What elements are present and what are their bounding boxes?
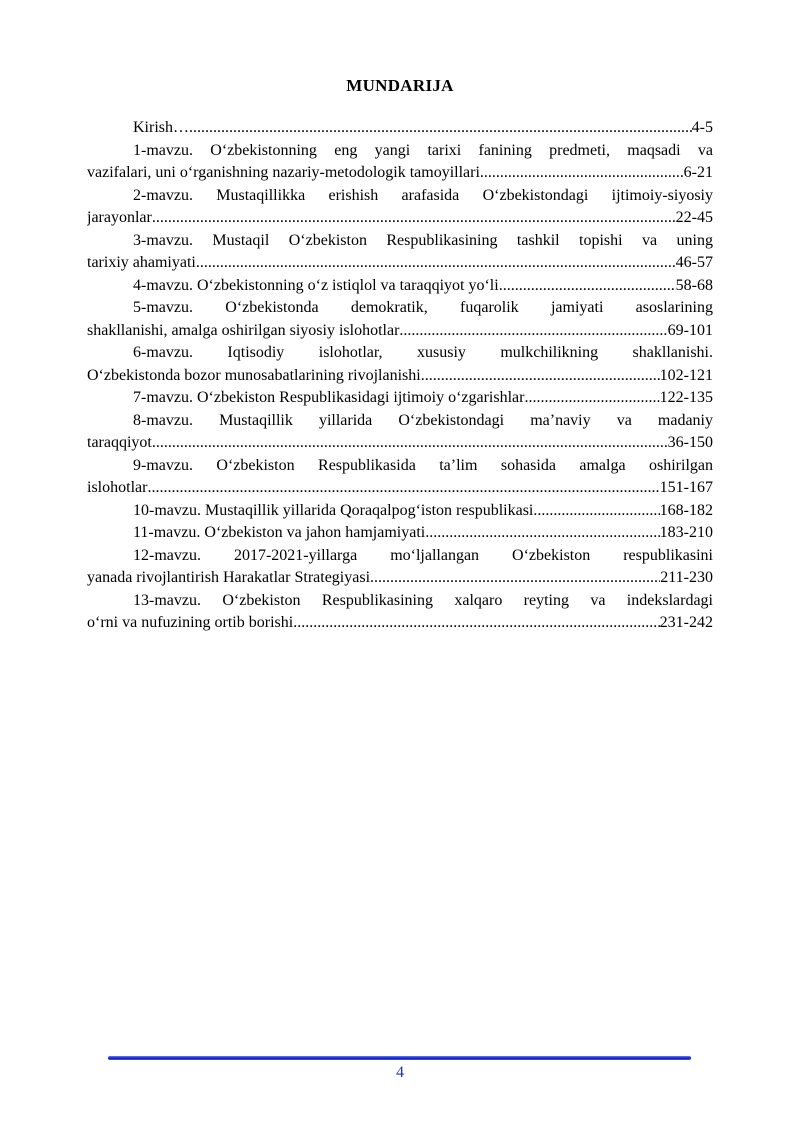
page-number: 4 [396,1064,404,1081]
toc-entry-text: 7-mavzu. O‘zbekiston Respublikasidagi ijtimoiy o‘zgarishlar [133,389,525,406]
dot-leader [147,477,659,500]
toc-page-range: 122-135 [659,389,713,406]
toc-entry-text: 11-mavzu. O‘zbekiston va jahon hamjamiyati [133,524,426,541]
dot-leader [152,432,668,455]
toc-page-range: 22-45 [675,209,713,226]
toc-entry-text: 1-mavzu. O‘zbekistonning eng yangi tarixi fanining predmeti, maqsadi va [133,141,713,159]
toc-entry [87,185,713,230]
toc-entry [87,590,713,635]
toc-entry [87,500,713,523]
toc-page-range: 183-210 [659,524,713,541]
toc-entry-text: vazifalari, uni o‘rganishning nazariy-metodologik tamoyillari [87,164,480,181]
toc-page-range: 36-150 [667,434,713,451]
table-of-contents [87,117,713,635]
dot-leader [370,567,660,590]
toc-entry [87,387,713,410]
toc-entry-text: 9-mavzu. O‘zbekiston Respublikasida ta’lim sohasida amalga oshirilgan [133,456,713,474]
dot-leader [152,207,676,230]
toc-entry [87,455,713,500]
dot-leader [499,275,676,298]
toc-entry-text: islohotlar [87,479,148,496]
toc-entry-text: taraqqiyot [87,434,152,451]
toc-entry-text: Kirish… [133,119,189,136]
toc-entry-text: 8-mavzu. Mustaqillik yillarida O‘zbekistondagi ma’naviy va madaniy [133,411,713,429]
dot-leader [293,612,659,635]
toc-entry [87,297,713,342]
toc-entry [87,230,713,275]
toc-page-range: 6-21 [683,164,713,181]
dot-leader [524,387,659,410]
toc-entry-text: 5-mavzu. O‘zbekistonda demokratik, fuqarolik jamiyati asoslarining [133,299,713,316]
toc-entry-text: jarayonlar [87,209,152,226]
toc-page-range: 58-68 [675,276,713,294]
toc-entry [87,545,713,590]
toc-entry [87,410,713,455]
dot-leader [480,162,684,185]
toc-entry-text: 10-mavzu. Mustaqillik yillarida Qoraqalpog‘iston respublikasi [133,501,534,519]
toc-page-range: 231-242 [659,614,713,631]
dot-leader [399,320,667,343]
toc-page-range: 151-167 [659,479,713,496]
dot-leader [421,365,660,388]
toc-page-range: 211-230 [660,569,713,586]
toc-entry [87,275,713,298]
page-title: MUNDARIJA [346,76,454,95]
toc-entry [87,522,713,545]
toc-page-range: 168-182 [659,501,713,519]
dot-leader [533,500,659,523]
toc-entry-text: yanada rivojlantirish Harakatlar Strategiyasi [87,569,371,586]
toc-entry-text: O‘zbekistonda bozor munosabatlarining rivojlanishi [87,366,421,384]
footer-rule [108,1056,691,1060]
toc-entry-text: 3-mavzu. Mustaqil O‘zbekiston Respublikasining tashkil topishi va uning [133,231,713,249]
toc-entry [87,342,713,387]
toc-entry-text: o‘rni va nufuzining ortib borishi [87,614,294,631]
dot-leader [196,252,676,275]
toc-entry-text: tarixiy ahamiyati [87,254,196,271]
toc-page-range: 4-5 [691,119,713,136]
toc-page-range: 46-57 [675,254,713,271]
toc-entry-text: 12-mavzu. 2017-2021-yillarga mo‘ljallangan O‘zbekiston respublikasini [133,546,713,564]
toc-page-range: 102-121 [659,366,713,384]
toc-entry [87,140,713,185]
toc-entry-text: 6-mavzu. Iqtisodiy islohotlar, xususiy mulkchilikning shakllanishi. [133,344,713,361]
toc-page-range: 69-101 [667,321,713,339]
toc-entry-text: 13-mavzu. O‘zbekiston Respublikasining xalqaro reyting va indekslardagi [133,591,713,609]
toc-entry-text: shakllanishi, amalga oshirilgan siyosiy islohotlar [87,321,400,339]
toc-entry-text: 2-mavzu. Mustaqillikka erishish arafasida O‘zbekistondagi ijtimoiy-siyosiy [133,186,713,204]
toc-entry-text: 4-mavzu. O‘zbekistonning o‘z istiqlol va taraqqiyot yo‘li [133,276,499,294]
toc-entry [87,117,713,140]
dot-leader [189,117,692,140]
dot-leader [425,522,659,545]
